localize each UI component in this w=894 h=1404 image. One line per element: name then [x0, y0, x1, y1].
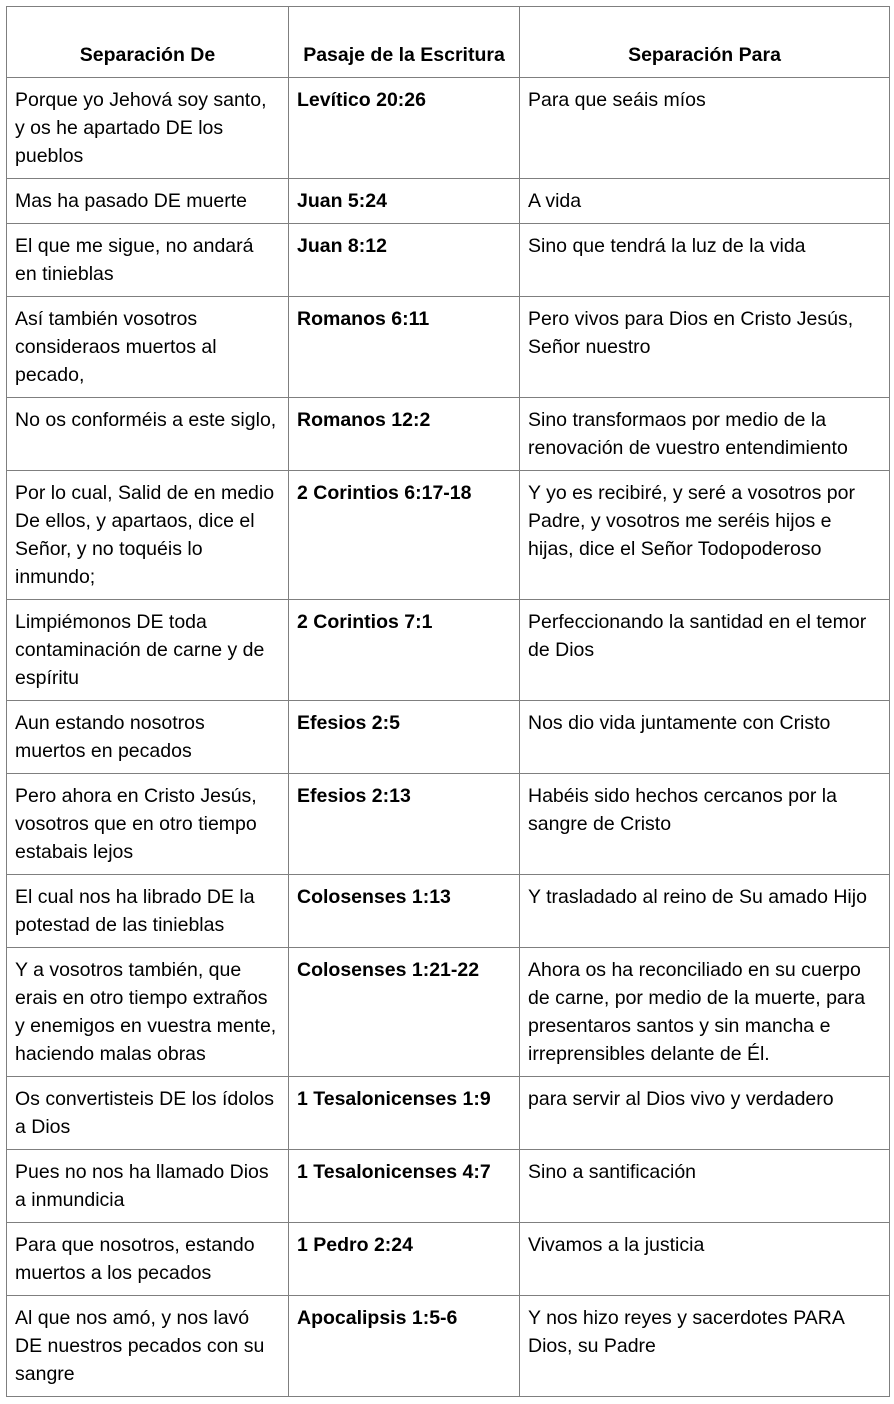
- cell-separation-from: Y a vosotros también, que erais en otro tiempo extraños y enemigos en vuestra mente, haciendo malas obras: [7, 948, 289, 1077]
- cell-scripture-passage: 1 Pedro 2:24: [289, 1223, 520, 1296]
- separation-table: [6, 6, 890, 1397]
- cell-separation-to: Sino que tendrá la luz de la vida: [520, 224, 890, 297]
- cell-scripture-passage: Juan 8:12: [289, 224, 520, 297]
- cell-separation-from: Mas ha pasado DE muerte: [7, 179, 289, 224]
- cell-separation-from: No os conforméis a este siglo,: [7, 398, 289, 471]
- cell-separation-from: Para que nosotros, estando muertos a los pecados: [7, 1223, 289, 1296]
- table-row: [7, 179, 890, 224]
- cell-separation-to: Y nos hizo reyes y sacerdotes PARA Dios, su Padre: [520, 1296, 890, 1397]
- cell-separation-from: Así también vosotros consideraos muertos al pecado,: [7, 297, 289, 398]
- cell-scripture-passage: Apocalipsis 1:5-6: [289, 1296, 520, 1397]
- cell-separation-from: El cual nos ha librado DE la potestad de las tinieblas: [7, 875, 289, 948]
- header-separation-to: Separación Para: [520, 7, 890, 78]
- cell-scripture-passage: Romanos 12:2: [289, 398, 520, 471]
- cell-separation-from: Limpiémonos DE toda contaminación de carne y de espíritu: [7, 600, 289, 701]
- table-row: [7, 774, 890, 875]
- cell-separation-to: Y trasladado al reino de Su amado Hijo: [520, 875, 890, 948]
- table-row: [7, 471, 890, 600]
- cell-separation-to: Vivamos a la justicia: [520, 1223, 890, 1296]
- cell-separation-to: Sino a santificación: [520, 1150, 890, 1223]
- cell-scripture-passage: 1 Tesalonicenses 4:7: [289, 1150, 520, 1223]
- table-row: [7, 948, 890, 1077]
- table-row: [7, 701, 890, 774]
- table-row: [7, 398, 890, 471]
- cell-scripture-passage: Efesios 2:5: [289, 701, 520, 774]
- cell-separation-to: Nos dio vida juntamente con Cristo: [520, 701, 890, 774]
- cell-separation-to: Para que seáis míos: [520, 78, 890, 179]
- cell-separation-from: Al que nos amó, y nos lavó DE nuestros pecados con su sangre: [7, 1296, 289, 1397]
- table-row: [7, 297, 890, 398]
- cell-separation-to: Habéis sido hechos cercanos por la sangre de Cristo: [520, 774, 890, 875]
- cell-separation-from: Por lo cual, Salid de en medio De ellos, y apartaos, dice el Señor, y no toquéis lo inmundo;: [7, 471, 289, 600]
- header-scripture-passage: Pasaje de la Escritura: [289, 7, 520, 78]
- table-row: [7, 875, 890, 948]
- table-body: [7, 78, 890, 1397]
- table-row: [7, 1150, 890, 1223]
- cell-separation-to: Pero vivos para Dios en Cristo Jesús, Señor nuestro: [520, 297, 890, 398]
- cell-scripture-passage: Colosenses 1:13: [289, 875, 520, 948]
- cell-scripture-passage: Efesios 2:13: [289, 774, 520, 875]
- cell-separation-from: Pues no nos ha llamado Dios a inmundicia: [7, 1150, 289, 1223]
- cell-scripture-passage: Romanos 6:11: [289, 297, 520, 398]
- cell-separation-to: A vida: [520, 179, 890, 224]
- cell-separation-to: Perfeccionando la santidad en el temor de Dios: [520, 600, 890, 701]
- cell-scripture-passage: Juan 5:24: [289, 179, 520, 224]
- table-row: [7, 600, 890, 701]
- table-row: [7, 1077, 890, 1150]
- cell-separation-to: Y yo es recibiré, y seré a vosotros por Padre, y vosotros me seréis hijos e hijas, dice el Señor Todopoderoso: [520, 471, 890, 600]
- cell-scripture-passage: Levítico 20:26: [289, 78, 520, 179]
- cell-separation-to: Sino transformaos por medio de la renovación de vuestro entendimiento: [520, 398, 890, 471]
- cell-scripture-passage: 2 Corintios 6:17-18: [289, 471, 520, 600]
- cell-separation-from: Os convertisteis DE los ídolos a Dios: [7, 1077, 289, 1150]
- cell-scripture-passage: 1 Tesalonicenses 1:9: [289, 1077, 520, 1150]
- cell-separation-to: para servir al Dios vivo y verdadero: [520, 1077, 890, 1150]
- cell-scripture-passage: 2 Corintios 7:1: [289, 600, 520, 701]
- cell-scripture-passage: Colosenses 1:21-22: [289, 948, 520, 1077]
- table-row: [7, 1296, 890, 1397]
- table-row: [7, 1223, 890, 1296]
- header-separation-from: Separación De: [7, 7, 289, 78]
- cell-separation-from: Aun estando nosotros muertos en pecados: [7, 701, 289, 774]
- cell-separation-from: Porque yo Jehová soy santo, y os he apartado DE los pueblos: [7, 78, 289, 179]
- cell-separation-from: El que me sigue, no andará en tinieblas: [7, 224, 289, 297]
- table-header: [7, 7, 890, 78]
- table-row: [7, 78, 890, 179]
- cell-separation-to: Ahora os ha reconciliado en su cuerpo de carne, por medio de la muerte, para presentaros santos y sin mancha e irreprensibles delante de Él.: [520, 948, 890, 1077]
- cell-separation-from: Pero ahora en Cristo Jesús, vosotros que en otro tiempo estabais lejos: [7, 774, 289, 875]
- table-row: [7, 224, 890, 297]
- header-row: [7, 7, 890, 78]
